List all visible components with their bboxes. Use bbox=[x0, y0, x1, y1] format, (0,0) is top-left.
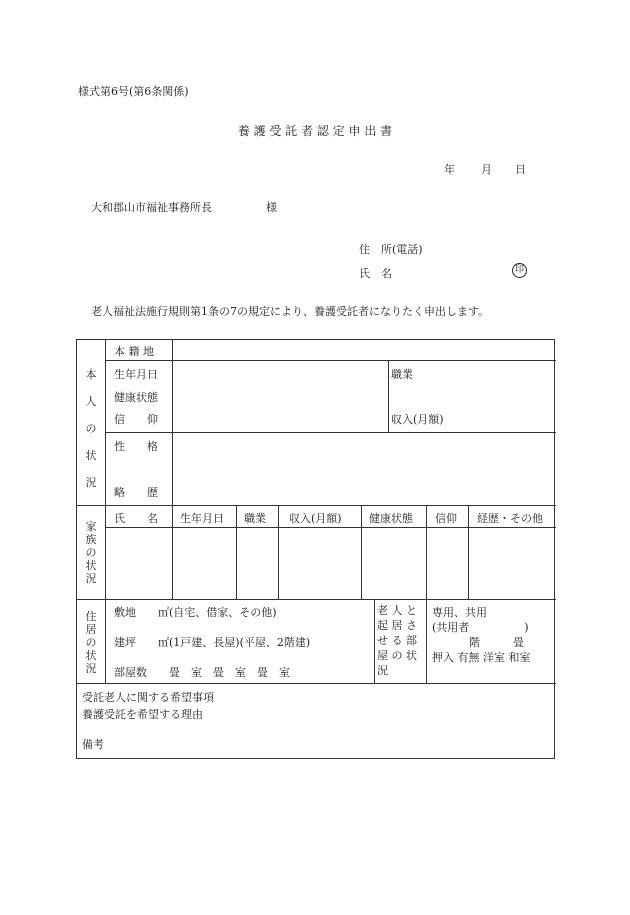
housing-section-label bbox=[77, 610, 105, 675]
line-housing-bottom bbox=[77, 683, 556, 684]
housing-char-1: 住 bbox=[85, 610, 97, 623]
floor-mat-field: 階 畳 bbox=[469, 636, 524, 649]
wishes-label: 受託老人に関する希望事項 bbox=[82, 691, 214, 704]
housing-char-2: 居 bbox=[85, 623, 97, 636]
rooms-field: 部屋数 畳 室 畳 室 畳 室 bbox=[114, 666, 290, 679]
elder-room-line-5: 況 bbox=[377, 664, 388, 677]
self-char-1: 本 bbox=[85, 368, 97, 381]
line-family-col-4 bbox=[361, 505, 362, 599]
seal-char: 印 bbox=[512, 263, 527, 278]
self-char-2: 人 bbox=[85, 395, 97, 408]
self-char-5: 況 bbox=[85, 476, 97, 489]
family-col-health: 健康状態 bbox=[369, 512, 413, 525]
statement: 老人福祉法施行規則第1条の7の規定により、養護受託者になりたく申出します。 bbox=[91, 305, 490, 318]
occupation-label: 職業 bbox=[391, 368, 413, 381]
line-self-bottom bbox=[77, 505, 556, 506]
line-family-col-5 bbox=[426, 505, 427, 599]
personality-label: 性 格 bbox=[114, 440, 158, 453]
family-section-label bbox=[77, 520, 105, 585]
line-family-col-3 bbox=[278, 505, 279, 599]
exclusive-field: 専用、共用 bbox=[432, 606, 487, 619]
housing-char-5: 況 bbox=[85, 662, 97, 675]
line-family-col-6 bbox=[468, 505, 469, 599]
line-occupation bbox=[388, 360, 389, 432]
remarks-label: 備考 bbox=[82, 738, 104, 751]
self-section-label bbox=[77, 366, 105, 490]
line-section-label bbox=[105, 340, 106, 683]
line-housing-1 bbox=[374, 599, 375, 683]
housing-char-3: の bbox=[85, 636, 97, 649]
date-month: 月 bbox=[481, 163, 492, 176]
elder-room-line-1: 老 人 と bbox=[377, 604, 417, 617]
amenities-field: 押入 有無 洋室 和室 bbox=[432, 651, 531, 664]
family-col-occupation: 職業 bbox=[244, 512, 266, 525]
honseki-label: 本 籍 地 bbox=[114, 345, 154, 358]
addressee-name: 大和郡山市福祉事務所長 bbox=[91, 201, 212, 214]
line-housing-2 bbox=[426, 599, 427, 683]
health-label: 健康状態 bbox=[114, 391, 158, 404]
housing-char-4: 状 bbox=[85, 649, 97, 662]
line-family-bottom bbox=[77, 599, 556, 600]
site-field: 敷地 ㎡(自宅、借家、その他) bbox=[114, 606, 277, 619]
elder-room-line-3: せ る 部 bbox=[377, 634, 417, 647]
family-col-history: 経歴・その他 bbox=[477, 512, 543, 525]
reason-label: 養護受託を希望する理由 bbox=[82, 708, 203, 721]
income-label: 収入(月額) bbox=[391, 413, 444, 426]
form-number: 様式第6号(第6条関係) bbox=[78, 85, 189, 98]
family-col-income: 収入(月額) bbox=[289, 512, 342, 525]
addressee-honorific: 様 bbox=[266, 201, 277, 214]
line-label-column bbox=[172, 340, 173, 599]
self-char-3: の bbox=[85, 422, 97, 435]
self-char-4: 状 bbox=[85, 449, 97, 462]
floor-area-field: 建坪 ㎡(1戸建、長屋)(平屋、2階建) bbox=[114, 636, 311, 649]
elder-room-line-2: 起 居 さ bbox=[377, 619, 417, 632]
applicant-address-label: 住 所(電話) bbox=[359, 243, 423, 256]
elder-room-label bbox=[377, 603, 425, 678]
family-col-faith: 信仰 bbox=[435, 512, 457, 525]
line-family-col-2 bbox=[236, 505, 237, 599]
family-char-2: 族 bbox=[85, 533, 97, 546]
form-title: 養 護 受 託 者 認 定 申 出 書 bbox=[237, 124, 393, 138]
date-year: 年 bbox=[444, 163, 455, 176]
birthdate-label: 生年月日 bbox=[114, 368, 158, 381]
family-col-birthdate: 生年月日 bbox=[180, 512, 224, 525]
applicant-name-label: 氏 名 bbox=[359, 267, 392, 280]
elder-room-line-4: 屋 の 状 bbox=[377, 649, 417, 662]
history-label: 略 歴 bbox=[114, 486, 158, 499]
family-char-5: 況 bbox=[85, 572, 97, 585]
date-day: 日 bbox=[515, 163, 526, 176]
family-char-1: 家 bbox=[85, 520, 97, 533]
family-char-4: 状 bbox=[85, 559, 97, 572]
family-char-3: の bbox=[85, 546, 97, 559]
seal-mark bbox=[512, 262, 527, 278]
family-col-name: 氏 名 bbox=[114, 512, 158, 525]
shared-with-field: (共用者 ) bbox=[432, 621, 529, 634]
faith-label: 信 仰 bbox=[114, 413, 158, 426]
application-table bbox=[76, 339, 555, 759]
